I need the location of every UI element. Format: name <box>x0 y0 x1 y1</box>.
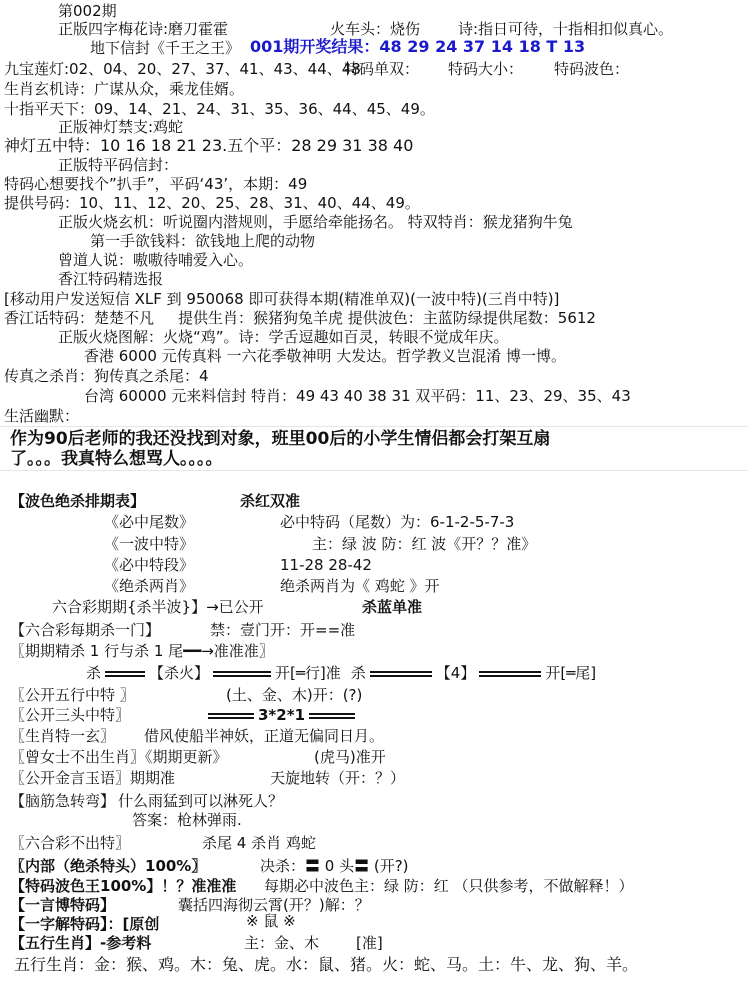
one-word-label: 【一言博特码】 <box>10 896 116 914</box>
one-wave-label: 《一波中特》 <box>104 535 195 553</box>
element-tail-kill: 〖期期精杀 1 行与杀 1 尾━━→准准准〗 <box>10 642 274 660</box>
kill-tail-4: 【4】 <box>435 664 476 682</box>
kill-blue-label: 杀蓝单准 <box>362 598 423 616</box>
provided-zodiac: 提供生肖：猴猪狗兔羊虎 提供波色：主蓝防绿提供尾数：5612 <box>178 309 596 327</box>
underground-envelope: 地下信封《千王之王》 <box>90 39 241 57</box>
xiangjiang-code: 香江话特码：楚楚不凡 <box>4 309 155 327</box>
humor-label: 生活幽默： <box>4 407 80 425</box>
three-heads-numbers: 3*2*1 <box>258 706 305 724</box>
special-code-hint: 特码心想要找个”扒手”，平码‘43’，本期：49 <box>4 175 308 193</box>
size-label: 特码大小： <box>448 60 524 78</box>
kill-red-label: 杀红双准 <box>240 492 301 510</box>
issue-number: 第002期 <box>58 2 117 20</box>
poem-line: 诗:指日可待，十指相扣似真心。 <box>458 20 674 38</box>
draw-result: 001期开奖结果：48 29 24 37 14 18 T 13 <box>250 37 586 56</box>
golden-words-value: 天旋地转（开：？） <box>270 769 406 787</box>
plum-poem-label: 正版四字梅花诗:磨刀霍霍 <box>58 20 229 38</box>
double-line <box>105 671 145 677</box>
three-heads-value <box>204 706 359 724</box>
segment-value: 11-28 28-42 <box>280 556 372 574</box>
kill-two-value: 绝杀两肖为《 鸡蛇 》开 <box>280 577 440 595</box>
zodiac-mystery-label: 〖生肖特一玄〗 <box>10 727 116 745</box>
joke-line-2: 了。。。我真特么想骂人。。。。 <box>10 449 223 469</box>
zodiac-mystery-value: 借风使船半神妖，正道无偏同日月。 <box>144 727 385 745</box>
must-tail-value: 必中特码（尾数）为：6-1-2-5-7-3 <box>280 513 515 531</box>
one-word-value: 囊括四海彻云霄(开？)解：？ <box>178 896 370 914</box>
kill-label: 杀 <box>86 664 102 682</box>
lotus-lamp-numbers: 九宝莲灯:02、04、20、27、37、41、43、44、48 <box>4 60 361 78</box>
xiangjiang-heading: 香江特码精选报 <box>58 270 164 288</box>
fax-kill-zodiac: 传真之杀肖：狗传真之杀尾：4 <box>4 367 209 385</box>
brain-teaser-question: 什么雨猛到可以淋死人？ <box>118 792 284 810</box>
kill-two-label: 《绝杀两肖》 <box>104 577 195 595</box>
kill-label: 杀 <box>350 664 366 682</box>
provided-numbers: 提供号码：10、11、12、20、25、28、31、40、44、49。 <box>4 194 420 212</box>
no-zodiac-value: (虎马)准开 <box>314 748 386 766</box>
envelope-label: 正版特平码信封： <box>58 156 179 174</box>
wave-king-value: 每期必中波色主：绿 防：红 （只供参考，不做解释！） <box>264 877 634 895</box>
wave-kill-table-title: 【波色绝杀排期表】 <box>10 492 146 510</box>
brain-teaser-label: 【脑筋急转弯】 <box>10 792 116 810</box>
double-line <box>309 713 355 719</box>
internal-kill-label: 〖内部（绝杀特头）100%〗 <box>10 857 207 875</box>
double-line <box>213 671 271 677</box>
wave-color-label: 特码波色： <box>554 60 630 78</box>
double-line <box>208 713 254 719</box>
five-elements-label: 〖公开五行中特 〗 <box>10 686 135 704</box>
zodiac-riddle-poem: 生肖玄机诗：广谋从众，乘龙佳婿。 <box>4 80 245 98</box>
no-special-value: 杀尾 4 杀肖 鸡蛇 <box>202 834 316 852</box>
train-head: 火车头：烧伤 <box>330 20 421 38</box>
five-elements-value: (土、金、木)开：(?) <box>226 686 363 704</box>
divider <box>0 426 748 427</box>
double-line <box>479 671 541 677</box>
no-special-label: 〖六合彩不出特〗 <box>10 834 131 852</box>
kill-fire: 【杀火】 <box>149 664 210 682</box>
double-line <box>370 671 432 677</box>
open-element: 开[═行]准 <box>275 664 341 682</box>
ten-fingers-numbers: 十指平天下：09、14、21、24、31、35、36、44、45、49。 <box>4 100 435 118</box>
open-tail: 开[═尾] <box>545 664 597 682</box>
five-element-zodiac-list: 五行生肖：金：猴、鸡。木：兔、虎。水：鼠、猪。火：蛇、马。土：牛、龙、狗、羊。 <box>14 955 639 974</box>
internal-kill-value: 决杀：〓 0 头〓 (开?) <box>260 857 409 875</box>
no-zodiac-label: 〖曾女士不出生肖〗《期期更新》 <box>10 748 228 766</box>
kill-half-wave: 六合彩期期{杀半波}】→已公开 <box>52 598 264 616</box>
master-saying: 曾道人说：嗷嗷待哺爱入心。 <box>58 251 254 269</box>
kill-row <box>86 664 596 682</box>
sms-promo: [移动用户发送短信 XLF 到 950068 即可获得本期(精准单双)(一波中特)(三肖中特)] <box>4 290 560 308</box>
fire-riddle: 正版火烧玄机：听说圈内潜规则，手愿给牵能扬名。 特双特肖：猴龙猪狗牛兔 <box>58 213 573 231</box>
must-tail-label: 《必中尾数》 <box>104 513 195 531</box>
one-char-label: 【一字解特码】：[原创 <box>10 915 160 933</box>
odd-even-label: 特码单双： <box>344 60 420 78</box>
one-char-value: ※ 鼠 ※ <box>246 912 296 930</box>
fire-diagram: 正版火烧图解：火烧“鸡”。诗：学舌逗趣如百灵，转眼不觉成年庆。 <box>58 328 509 346</box>
lamp-five-numbers: 神灯五中特：10 16 18 21 23.五个平：28 29 31 38 40 <box>4 136 414 155</box>
first-hand-material: 第一手欲钱料：欲钱地上爬的动物 <box>90 232 316 250</box>
lamp-ban: 正版神灯禁支:鸡蛇 <box>58 118 184 136</box>
divider <box>0 470 748 471</box>
five-element-main: 主：金、木 <box>244 934 320 952</box>
brain-teaser-answer: 答案：枪林弹雨. <box>132 811 242 829</box>
golden-words-label: 〖公开金言玉语〗期期准 <box>10 769 176 787</box>
five-element-zodiac-label: 【五行生肖】-参考料 <box>10 934 152 952</box>
joke-line-1: 作为90后老师的我还没找到对象，班里00后的小学生情侣都会打架互扇 <box>10 429 551 449</box>
one-wave-value: 主：绿 波 防：红 波《开？？准》 <box>312 535 537 553</box>
segment-label: 《必中特段》 <box>104 556 195 574</box>
five-element-accurate: [准] <box>356 934 383 952</box>
hk-fax-material: 香港 6000 元传真料 一六花季敬神明 大发达。哲学教义岂混淆 博一博。 <box>84 347 567 365</box>
three-heads-label: 〖公开三头中特〗 <box>10 706 131 724</box>
kill-one-gate: 【六合彩每期杀一门】 <box>10 621 161 639</box>
gate-value: 禁：壹门开：开==准 <box>210 621 356 639</box>
taiwan-envelope: 台湾 60000 元来料信封 特肖：49 43 40 38 31 双平码：11、23、29、35、43 <box>84 387 631 405</box>
wave-king-label: 【特码波色王100%】！？准准准 <box>10 877 237 895</box>
